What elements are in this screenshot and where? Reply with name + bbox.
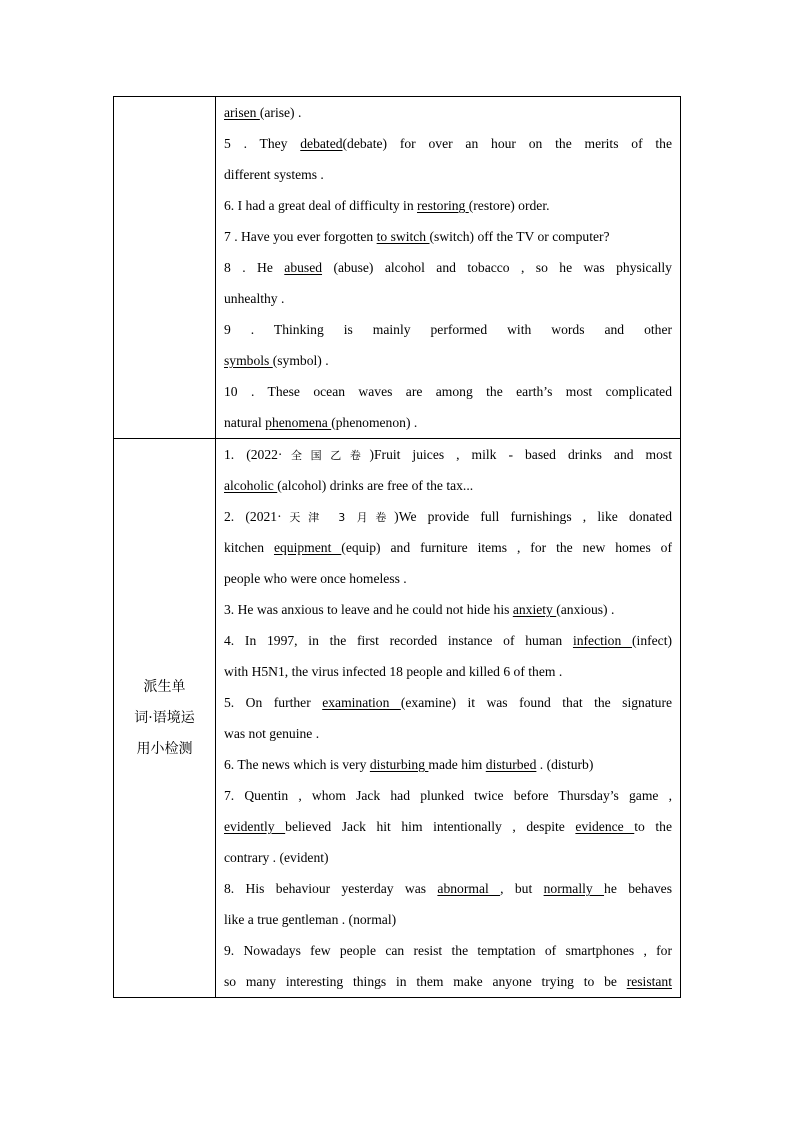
answer-word: arisen bbox=[224, 105, 260, 120]
answer-word: infection bbox=[572, 633, 633, 648]
exercise-line bbox=[224, 314, 672, 345]
section-label-line: 词·语境运 bbox=[134, 709, 195, 726]
answer-word: phenomena bbox=[265, 415, 332, 430]
line-text: was not genuine . bbox=[224, 726, 320, 741]
line-text: 7 . Have you ever forgotten bbox=[224, 229, 377, 244]
bottom-exercise-lines bbox=[224, 439, 672, 997]
line-text: 9. Nowadays few people can resist the temptation of smartphones , for bbox=[224, 943, 672, 958]
exercise-line bbox=[224, 97, 672, 128]
exercise-line bbox=[224, 563, 672, 594]
line-text: unhealthy . bbox=[224, 291, 285, 306]
section-label-line: 用小检测 bbox=[136, 740, 193, 757]
exercise-line bbox=[224, 407, 672, 438]
line-text: 2. (2021· bbox=[224, 509, 282, 524]
bottom-exercises-cell bbox=[216, 439, 681, 998]
answer-word: evidence bbox=[575, 819, 635, 834]
line-text: (infect) bbox=[632, 633, 672, 648]
line-text: (switch) off the TV or computer? bbox=[429, 229, 610, 244]
table-row bbox=[114, 97, 681, 439]
line-text: (abuse) alcohol and tobacco , so he was physically bbox=[322, 260, 672, 275]
answer-word: restoring bbox=[417, 198, 469, 213]
section-label-cell bbox=[114, 439, 216, 998]
section-label bbox=[120, 672, 210, 765]
exercise-line bbox=[224, 159, 672, 190]
line-text: natural bbox=[224, 415, 266, 430]
answer-word: evidently bbox=[224, 819, 286, 834]
exercise-line bbox=[224, 376, 672, 407]
line-text: kitchen bbox=[224, 540, 274, 555]
exercise-table bbox=[113, 96, 681, 998]
top-exercises-cell bbox=[216, 97, 681, 439]
line-text: 全国乙卷 bbox=[282, 449, 370, 462]
exercise-line bbox=[224, 780, 672, 811]
exercise-line bbox=[224, 935, 672, 966]
line-text: 10 . These ocean waves are among the earth’s most complicated bbox=[224, 384, 672, 399]
line-text: (debate) for over an hour on the merits of the bbox=[342, 136, 672, 151]
line-text: to the bbox=[634, 819, 672, 834]
exercise-line bbox=[224, 221, 672, 252]
line-text: 5 . They bbox=[224, 136, 301, 151]
exercise-line bbox=[224, 532, 672, 563]
line-text: believed Jack hit him intentionally , despite bbox=[285, 819, 576, 834]
line-text: 5. On further bbox=[224, 695, 323, 710]
line-text: (examine) it was found that the signature bbox=[400, 695, 672, 710]
line-text: (phenomenon) . bbox=[331, 415, 418, 430]
line-text: 天津 3 月卷 bbox=[281, 511, 395, 524]
line-text: 9 . Thinking is mainly performed with words and other bbox=[224, 322, 672, 337]
answer-word: anxiety bbox=[512, 602, 557, 617]
line-text: 8. His behaviour yesterday was bbox=[224, 881, 438, 896]
answer-word: abnormal bbox=[437, 881, 501, 896]
line-text: (arise) . bbox=[259, 105, 302, 120]
answer-word: to switch bbox=[376, 229, 430, 244]
line-text: (equip) and furniture items , for the new homes of bbox=[341, 540, 672, 555]
exercise-line bbox=[224, 966, 672, 997]
line-text: he behaves bbox=[604, 881, 672, 896]
line-text: (alcohol) drinks are free of the tax... bbox=[277, 478, 474, 493]
line-text: (symbol) . bbox=[272, 353, 329, 368]
exercise-line bbox=[224, 190, 672, 221]
exercise-line bbox=[224, 252, 672, 283]
exercise-line bbox=[224, 904, 672, 935]
line-text: 3. He was anxious to leave and he could not hide his bbox=[224, 602, 513, 617]
exercise-line bbox=[224, 128, 672, 159]
answer-word: disturbed bbox=[485, 757, 537, 772]
line-text: people who were once homeless . bbox=[224, 571, 407, 586]
exercise-line bbox=[224, 749, 672, 780]
line-text: (restore) order. bbox=[468, 198, 550, 213]
exercise-line bbox=[224, 283, 672, 314]
answer-word: normally bbox=[543, 881, 605, 896]
answer-word: symbols bbox=[224, 353, 273, 368]
answer-word: alcoholic bbox=[224, 478, 278, 493]
exercise-line bbox=[224, 842, 672, 873]
line-text: . (disturb) bbox=[536, 757, 594, 772]
exercise-line bbox=[224, 594, 672, 625]
line-text: made him bbox=[428, 757, 486, 772]
line-text: (anxious) . bbox=[556, 602, 615, 617]
line-text: different systems . bbox=[224, 167, 324, 182]
exercise-line bbox=[224, 439, 672, 470]
answer-word: resistant bbox=[626, 974, 672, 989]
exercise-line bbox=[224, 625, 672, 656]
line-text: 4. In 1997, in the first recorded instance of human bbox=[224, 633, 573, 648]
line-text: like a true gentleman . (normal) bbox=[224, 912, 397, 927]
exercise-line bbox=[224, 811, 672, 842]
empty-label-cell bbox=[114, 97, 216, 439]
section-label-line: 派生单 bbox=[143, 678, 186, 695]
line-text: 8 . He bbox=[224, 260, 285, 275]
answer-word: examination bbox=[322, 695, 401, 710]
exercise-line bbox=[224, 687, 672, 718]
answer-word: debated bbox=[300, 136, 343, 151]
line-text: contrary . (evident) bbox=[224, 850, 329, 865]
line-text: so many interesting things in them make anyone trying to be bbox=[224, 974, 627, 989]
line-text: with H5N1, the virus infected 18 people and killed 6 of them . bbox=[224, 664, 563, 679]
line-text: , but bbox=[500, 881, 544, 896]
line-text: 7. Quentin , whom Jack had plunked twice before Thursday’s game , bbox=[224, 788, 672, 803]
exercise-line bbox=[224, 873, 672, 904]
exercise-line bbox=[224, 718, 672, 749]
line-text: )We provide full furnishings , like donated bbox=[394, 509, 672, 524]
line-text: 6. The news which is very bbox=[224, 757, 370, 772]
line-text: 1. (2022· bbox=[224, 447, 283, 462]
exercise-line bbox=[224, 470, 672, 501]
line-text: 6. I had a great deal of difficulty in bbox=[224, 198, 418, 213]
top-exercise-lines bbox=[224, 97, 672, 438]
exercise-line bbox=[224, 345, 672, 376]
answer-word: abused bbox=[284, 260, 323, 275]
exercise-line bbox=[224, 656, 672, 687]
line-text: )Fruit juices , milk - based drinks and most bbox=[369, 447, 672, 462]
exercise-line bbox=[224, 501, 672, 532]
table-row bbox=[114, 439, 681, 998]
answer-word: disturbing bbox=[369, 757, 429, 772]
answer-word: equipment bbox=[273, 540, 342, 555]
